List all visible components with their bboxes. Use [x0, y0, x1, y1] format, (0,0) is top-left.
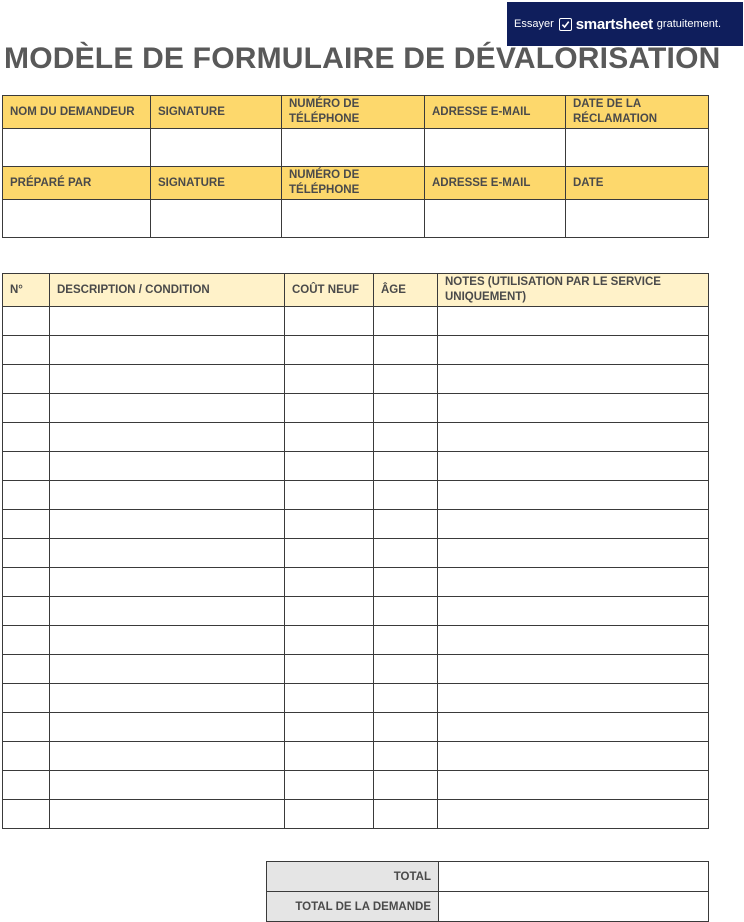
item-new-cost-cell[interactable]: [285, 568, 374, 597]
item-new-cost-cell[interactable]: [285, 510, 374, 539]
item-number-cell[interactable]: [3, 481, 50, 510]
item-notes-cell[interactable]: [438, 655, 709, 684]
item-row: [3, 394, 709, 423]
item-row: [3, 510, 709, 539]
preparer-input-row: [3, 200, 709, 238]
item-number-cell[interactable]: [3, 684, 50, 713]
total-field[interactable]: [439, 862, 709, 892]
item-number-cell[interactable]: [3, 568, 50, 597]
item-description-cell[interactable]: [50, 684, 285, 713]
item-number-cell[interactable]: [3, 423, 50, 452]
item-rows: [3, 307, 709, 829]
item-description-cell[interactable]: [50, 452, 285, 481]
item-number-cell[interactable]: [3, 307, 50, 336]
item-notes-cell[interactable]: [438, 481, 709, 510]
item-row: [3, 481, 709, 510]
header-requester-name: NOM DU DEMANDEUR: [3, 96, 151, 129]
requester-phone-field[interactable]: [282, 129, 425, 167]
item-description-cell[interactable]: [50, 800, 285, 829]
item-age-cell[interactable]: [374, 597, 438, 626]
item-notes-cell[interactable]: [438, 684, 709, 713]
items-table: [2, 273, 709, 829]
item-description-cell[interactable]: [50, 365, 285, 394]
header-claim-date: DATE DE LA RÉCLAMATION: [566, 96, 709, 129]
items-header-row: [3, 274, 709, 307]
claim-total-field[interactable]: [439, 892, 709, 922]
item-row: [3, 307, 709, 336]
item-description-cell[interactable]: [50, 771, 285, 800]
item-notes-cell[interactable]: [438, 307, 709, 336]
item-description-cell[interactable]: [50, 307, 285, 336]
requester-header-row: [3, 96, 709, 129]
item-notes-cell[interactable]: [438, 771, 709, 800]
header-email: ADRESSE E-MAIL: [425, 167, 566, 200]
item-description-cell[interactable]: [50, 394, 285, 423]
preparer-signature-field[interactable]: [151, 200, 282, 238]
item-age-cell[interactable]: [374, 626, 438, 655]
item-row: [3, 655, 709, 684]
item-age-cell[interactable]: [374, 568, 438, 597]
item-description-cell[interactable]: [50, 655, 285, 684]
preparer-email-field[interactable]: [425, 200, 566, 238]
requester-email-field[interactable]: [425, 129, 566, 167]
item-number-cell[interactable]: [3, 626, 50, 655]
item-description-cell[interactable]: [50, 539, 285, 568]
item-description-cell[interactable]: [50, 481, 285, 510]
item-age-cell[interactable]: [374, 452, 438, 481]
item-new-cost-cell[interactable]: [285, 539, 374, 568]
item-notes-cell[interactable]: [438, 568, 709, 597]
item-row: [3, 713, 709, 742]
page-title: MODÈLE DE FORMULAIRE DE DÉVALORISATION: [4, 42, 721, 75]
preparer-header-row: [3, 167, 709, 200]
item-number-cell[interactable]: [3, 800, 50, 829]
header-notes: NOTES (UTILISATION PAR LE SERVICE UNIQUEMENT): [438, 274, 709, 307]
item-row: [3, 365, 709, 394]
smartsheet-trial-banner[interactable]: [507, 2, 743, 46]
item-age-cell[interactable]: [374, 365, 438, 394]
item-age-cell[interactable]: [374, 713, 438, 742]
claim-total-label: TOTAL DE LA DEMANDE: [267, 892, 439, 922]
claim-date-field[interactable]: [566, 129, 709, 167]
item-description-cell[interactable]: [50, 713, 285, 742]
item-new-cost-cell[interactable]: [285, 742, 374, 771]
item-notes-cell[interactable]: [438, 423, 709, 452]
item-row: [3, 742, 709, 771]
item-number-cell[interactable]: [3, 510, 50, 539]
item-row: [3, 771, 709, 800]
item-new-cost-cell[interactable]: [285, 597, 374, 626]
item-notes-cell[interactable]: [438, 510, 709, 539]
item-new-cost-cell[interactable]: [285, 423, 374, 452]
item-notes-cell[interactable]: [438, 394, 709, 423]
item-age-cell[interactable]: [374, 771, 438, 800]
item-new-cost-cell[interactable]: [285, 452, 374, 481]
item-description-cell[interactable]: [50, 336, 285, 365]
item-new-cost-cell[interactable]: [285, 655, 374, 684]
item-row: [3, 336, 709, 365]
item-new-cost-cell[interactable]: [285, 626, 374, 655]
header-phone: NUMÉRO DE TÉLÉPHONE: [282, 96, 425, 129]
prepared-by-field[interactable]: [3, 200, 151, 238]
item-number-cell[interactable]: [3, 771, 50, 800]
header-phone: NUMÉRO DE TÉLÉPHONE: [282, 167, 425, 200]
item-notes-cell[interactable]: [438, 539, 709, 568]
item-number-cell[interactable]: [3, 655, 50, 684]
item-new-cost-cell[interactable]: [285, 394, 374, 423]
item-new-cost-cell[interactable]: [285, 307, 374, 336]
item-number-cell[interactable]: [3, 394, 50, 423]
total-row: [267, 862, 709, 892]
item-age-cell[interactable]: [374, 423, 438, 452]
item-age-cell[interactable]: [374, 336, 438, 365]
item-row: [3, 568, 709, 597]
item-row: [3, 597, 709, 626]
item-row: [3, 423, 709, 452]
item-age-cell[interactable]: [374, 510, 438, 539]
item-number-cell[interactable]: [3, 597, 50, 626]
requester-name-field[interactable]: [3, 129, 151, 167]
item-new-cost-cell[interactable]: [285, 336, 374, 365]
item-new-cost-cell[interactable]: [285, 365, 374, 394]
requester-signature-field[interactable]: [151, 129, 282, 167]
item-age-cell[interactable]: [374, 481, 438, 510]
prepared-date-field[interactable]: [566, 200, 709, 238]
item-notes-cell[interactable]: [438, 365, 709, 394]
item-number-cell[interactable]: [3, 365, 50, 394]
item-age-cell[interactable]: [374, 307, 438, 336]
item-notes-cell[interactable]: [438, 800, 709, 829]
item-age-cell[interactable]: [374, 655, 438, 684]
item-number-cell[interactable]: [3, 713, 50, 742]
item-number-cell[interactable]: [3, 539, 50, 568]
item-new-cost-cell[interactable]: [285, 481, 374, 510]
header-new-cost: COÛT NEUF: [285, 274, 374, 307]
requester-info-table: [2, 95, 709, 238]
item-notes-cell[interactable]: [438, 336, 709, 365]
smartsheet-check-icon: [559, 18, 572, 31]
item-number-cell[interactable]: [3, 336, 50, 365]
banner-suffix: gratuitement.: [656, 18, 721, 30]
header-signature: SIGNATURE: [151, 96, 282, 129]
item-row: [3, 800, 709, 829]
item-notes-cell[interactable]: [438, 597, 709, 626]
total-label: TOTAL: [267, 862, 439, 892]
item-new-cost-cell[interactable]: [285, 684, 374, 713]
totals-table: [266, 861, 709, 922]
item-row: [3, 452, 709, 481]
item-new-cost-cell[interactable]: [285, 771, 374, 800]
item-notes-cell[interactable]: [438, 713, 709, 742]
item-age-cell[interactable]: [374, 742, 438, 771]
item-age-cell[interactable]: [374, 684, 438, 713]
item-age-cell[interactable]: [374, 394, 438, 423]
item-age-cell[interactable]: [374, 539, 438, 568]
banner-prefix: Essayer: [514, 18, 554, 30]
header-number: N°: [3, 274, 50, 307]
item-description-cell[interactable]: [50, 742, 285, 771]
item-description-cell[interactable]: [50, 423, 285, 452]
claim-total-row: [267, 892, 709, 922]
item-number-cell[interactable]: [3, 452, 50, 481]
header-email: ADRESSE E-MAIL: [425, 96, 566, 129]
item-new-cost-cell[interactable]: [285, 713, 374, 742]
item-row: [3, 684, 709, 713]
item-number-cell[interactable]: [3, 742, 50, 771]
item-new-cost-cell[interactable]: [285, 800, 374, 829]
requester-input-row: [3, 129, 709, 167]
item-row: [3, 539, 709, 568]
header-prepared-by: PRÉPARÉ PAR: [3, 167, 151, 200]
item-notes-cell[interactable]: [438, 742, 709, 771]
banner-brand: smartsheet: [575, 15, 653, 33]
header-age: ÂGE: [374, 274, 438, 307]
header-signature: SIGNATURE: [151, 167, 282, 200]
header-date: DATE: [566, 167, 709, 200]
item-age-cell[interactable]: [374, 800, 438, 829]
item-notes-cell[interactable]: [438, 452, 709, 481]
item-description-cell[interactable]: [50, 626, 285, 655]
item-description-cell[interactable]: [50, 568, 285, 597]
item-row: [3, 626, 709, 655]
preparer-phone-field[interactable]: [282, 200, 425, 238]
item-description-cell[interactable]: [50, 597, 285, 626]
item-notes-cell[interactable]: [438, 626, 709, 655]
item-description-cell[interactable]: [50, 510, 285, 539]
header-description: DESCRIPTION / CONDITION: [50, 274, 285, 307]
